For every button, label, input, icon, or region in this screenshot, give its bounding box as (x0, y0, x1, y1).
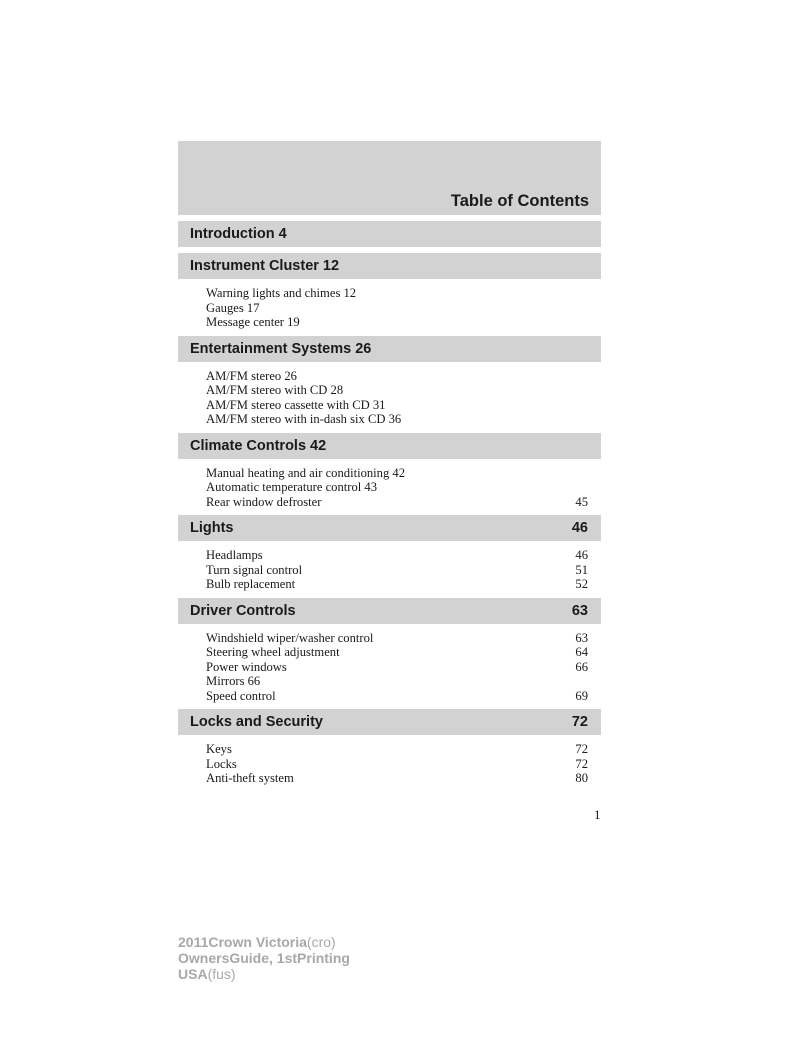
toc-entry[interactable] (206, 631, 588, 646)
entry-title: AM/FM stereo cassette with CD 31 (206, 397, 386, 412)
toc-entry[interactable] (206, 315, 588, 330)
entry-page: 69 (575, 688, 588, 703)
section-page: 72 (571, 714, 588, 730)
section-heading[interactable] (178, 336, 601, 362)
entry-page: 46 (575, 548, 588, 562)
section-title: Entertainment Systems 26 (190, 340, 372, 357)
toc-entry[interactable] (206, 412, 588, 427)
page-number: 1 (594, 807, 601, 822)
entry-title: Anti-theft system (206, 771, 294, 785)
toc-section (178, 336, 601, 427)
footer-printing: OwnersGuide, 1stPrinting (178, 950, 350, 966)
entry-page: 80 (575, 771, 588, 785)
entry-title: AM/FM stereo 26 (206, 368, 297, 383)
section-items (178, 624, 601, 704)
footer (178, 934, 350, 982)
toc-entry[interactable] (206, 466, 588, 481)
section-heading[interactable] (178, 515, 601, 541)
entry-title: Mirrors 66 (206, 674, 261, 688)
toc-entry[interactable] (206, 383, 588, 398)
entry-title: Bulb replacement (206, 577, 296, 591)
entry-title: Keys (206, 742, 232, 756)
toc-entry[interactable] (206, 398, 588, 413)
toc-section (178, 709, 601, 786)
toc-entry[interactable] (206, 674, 588, 689)
entry-title: Headlamps (206, 548, 263, 562)
section-page: 63 (571, 602, 588, 619)
toc-entry[interactable] (206, 495, 588, 510)
entry-title: Automatic temperature control 43 (206, 480, 378, 494)
entry-page: 51 (575, 562, 588, 577)
entry-title: Rear window defroster (206, 494, 322, 509)
entry-title: Message center 19 (206, 315, 300, 329)
toc-section (178, 598, 601, 704)
entry-page: 72 (575, 756, 588, 771)
section-page: 46 (571, 520, 588, 536)
section-heading[interactable] (178, 598, 601, 624)
toc-entry[interactable] (206, 286, 588, 301)
toc-entry[interactable] (206, 660, 588, 675)
footer-model-code: (cro) (306, 934, 336, 950)
toc-entry[interactable] (206, 689, 588, 704)
footer-model: 2011Crown Victoria (178, 934, 307, 950)
footer-market-code: (fus) (207, 966, 236, 982)
section-items (178, 459, 601, 510)
section-title: Driver Controls (190, 602, 296, 619)
toc-entry[interactable] (206, 480, 588, 495)
section-title: Introduction 4 (190, 226, 287, 242)
section-heading[interactable] (178, 433, 601, 459)
section-items (178, 362, 601, 427)
section-title: Lights (190, 520, 234, 536)
toc-section (178, 515, 601, 592)
section-heading[interactable] (178, 709, 601, 735)
entry-title: AM/FM stereo with in-dash six CD 36 (206, 412, 402, 426)
entry-page: 52 (575, 577, 588, 591)
toc-title: Table of Contents (450, 192, 589, 210)
entry-title: Manual heating and air conditioning 42 (206, 465, 406, 480)
entry-title: Warning lights and chimes 12 (206, 286, 357, 300)
entry-page: 66 (575, 659, 588, 674)
entry-title: Turn signal control (206, 562, 303, 577)
footer-line-2 (178, 950, 350, 966)
toc-entry[interactable] (206, 771, 588, 786)
toc-section (178, 221, 601, 247)
entry-page: 72 (575, 742, 588, 756)
toc-section (178, 253, 601, 330)
entry-title: AM/FM stereo with CD 28 (206, 383, 344, 397)
toc-entry[interactable] (206, 742, 588, 757)
toc-header (178, 141, 601, 215)
toc-entry[interactable] (206, 301, 588, 316)
entry-title: Speed control (206, 688, 276, 703)
entry-page: 63 (575, 630, 588, 645)
section-title: Instrument Cluster 12 (190, 258, 340, 274)
footer-line-1 (178, 934, 350, 950)
entry-page: 45 (575, 494, 588, 509)
toc-entry[interactable] (206, 757, 588, 772)
toc-sections (178, 221, 601, 786)
entry-title: Gauges 17 (206, 300, 260, 315)
toc-entry[interactable] (206, 645, 588, 660)
toc-entry[interactable] (206, 563, 588, 578)
section-heading[interactable] (178, 221, 601, 247)
table-of-contents (178, 141, 601, 786)
footer-market: USA (178, 966, 208, 982)
toc-section (178, 433, 601, 510)
section-title: Locks and Security (190, 714, 323, 730)
section-items (178, 279, 601, 330)
section-title: Climate Controls 42 (190, 437, 327, 454)
toc-entry[interactable] (206, 548, 588, 563)
entry-page: 64 (575, 645, 588, 659)
section-heading[interactable] (178, 253, 601, 279)
entry-title: Power windows (206, 659, 287, 674)
entry-title: Windshield wiper/washer control (206, 630, 374, 645)
section-items (178, 735, 601, 786)
toc-entry[interactable] (206, 369, 588, 384)
footer-line-3 (178, 966, 350, 982)
section-items (178, 541, 601, 592)
entry-title: Steering wheel adjustment (206, 645, 340, 659)
toc-entry[interactable] (206, 577, 588, 592)
entry-title: Locks (206, 756, 237, 771)
